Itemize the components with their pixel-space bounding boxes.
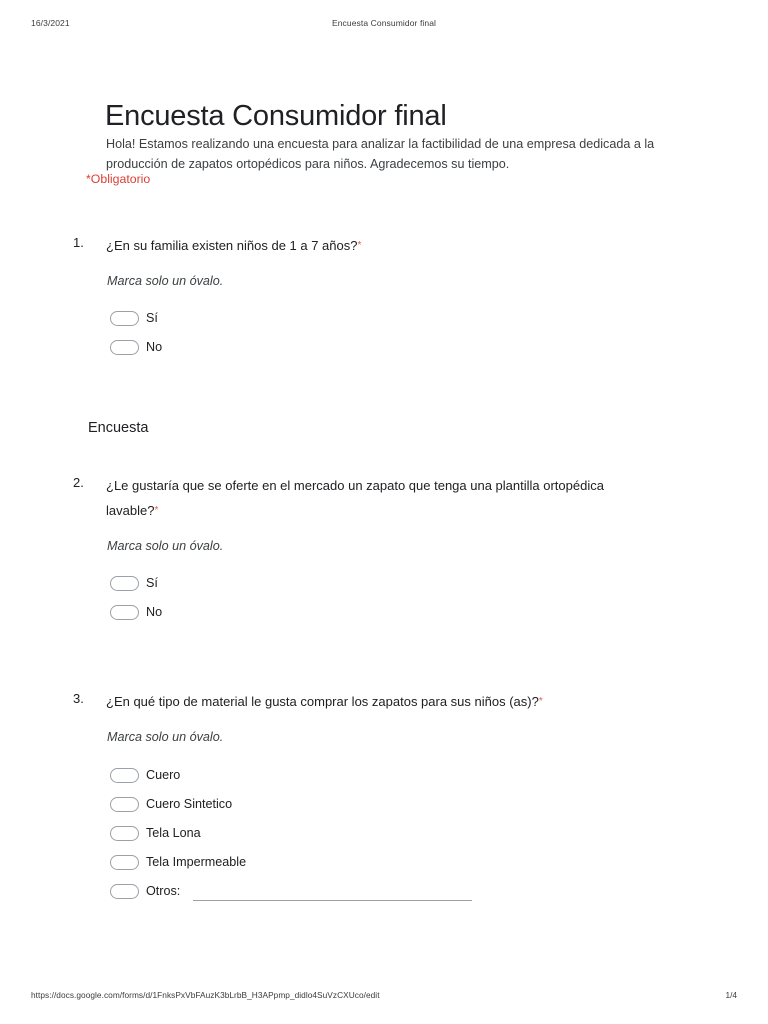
radio-oval-icon[interactable] (110, 884, 139, 899)
required-note: *Obligatorio (86, 172, 151, 186)
question-2-text: ¿Le gustaría que se oferte en el mercado un zapato que tenga una plantilla ortopédica lavable?* (106, 478, 604, 518)
option-label: Otros: (146, 884, 181, 898)
print-document-title: Encuesta Consumidor final (331, 18, 437, 28)
radio-oval-icon[interactable] (110, 826, 139, 841)
option-label: Tela Impermeable (146, 855, 247, 869)
option-label: No (146, 340, 163, 354)
option-label: Sí (146, 576, 158, 590)
print-header (0, 18, 768, 32)
question-1-number: 1. (73, 235, 84, 250)
radio-oval-icon[interactable] (110, 311, 139, 326)
radio-oval-icon[interactable] (110, 797, 139, 812)
option-label: No (146, 605, 163, 619)
radio-oval-icon[interactable] (110, 340, 139, 355)
option-label: Sí (146, 311, 158, 325)
print-date: 16/3/2021 (31, 18, 70, 28)
radio-oval-icon[interactable] (110, 576, 139, 591)
other-text-input-line[interactable] (193, 900, 472, 901)
question-3-hint: Marca solo un óvalo. (107, 730, 224, 744)
question-3-text: ¿En qué tipo de material le gusta comprar los zapatos para sus niños (as)?* (106, 694, 543, 709)
question-1-hint: Marca solo un óvalo. (107, 274, 224, 288)
page-number: 1/4 (725, 990, 737, 1000)
required-asterisk: * (154, 505, 159, 516)
form-description: Hola! Estamos realizando una encuesta para analizar la factibilidad de una empresa dedicada a la producción de zapatos ortopédicos para niños. Agradecemos su tiempo. (106, 136, 655, 171)
source-url: https://docs.google.com/forms/d/1FnksPxVbFAuzK3bLrbB_H3APpmp_didlo4SuVzCXUco/edit (31, 990, 380, 1000)
required-asterisk: * (538, 696, 543, 707)
question-2-number: 2. (73, 475, 84, 490)
question-1-text: ¿En su familia existen niños de 1 a 7 años?* (106, 238, 362, 253)
required-asterisk: * (357, 240, 362, 251)
section-title: Encuesta (88, 420, 149, 436)
question-2-hint: Marca solo un óvalo. (107, 539, 224, 553)
question-3-number: 3. (73, 691, 84, 706)
option-label: Cuero Sintetico (146, 797, 233, 811)
option-label: Tela Lona (146, 826, 201, 840)
option-label: Cuero (146, 768, 181, 782)
print-footer (0, 990, 768, 1004)
radio-oval-icon[interactable] (110, 855, 139, 870)
radio-oval-icon[interactable] (110, 768, 139, 783)
page-title: Encuesta Consumidor final (105, 100, 447, 133)
radio-oval-icon[interactable] (110, 605, 139, 620)
